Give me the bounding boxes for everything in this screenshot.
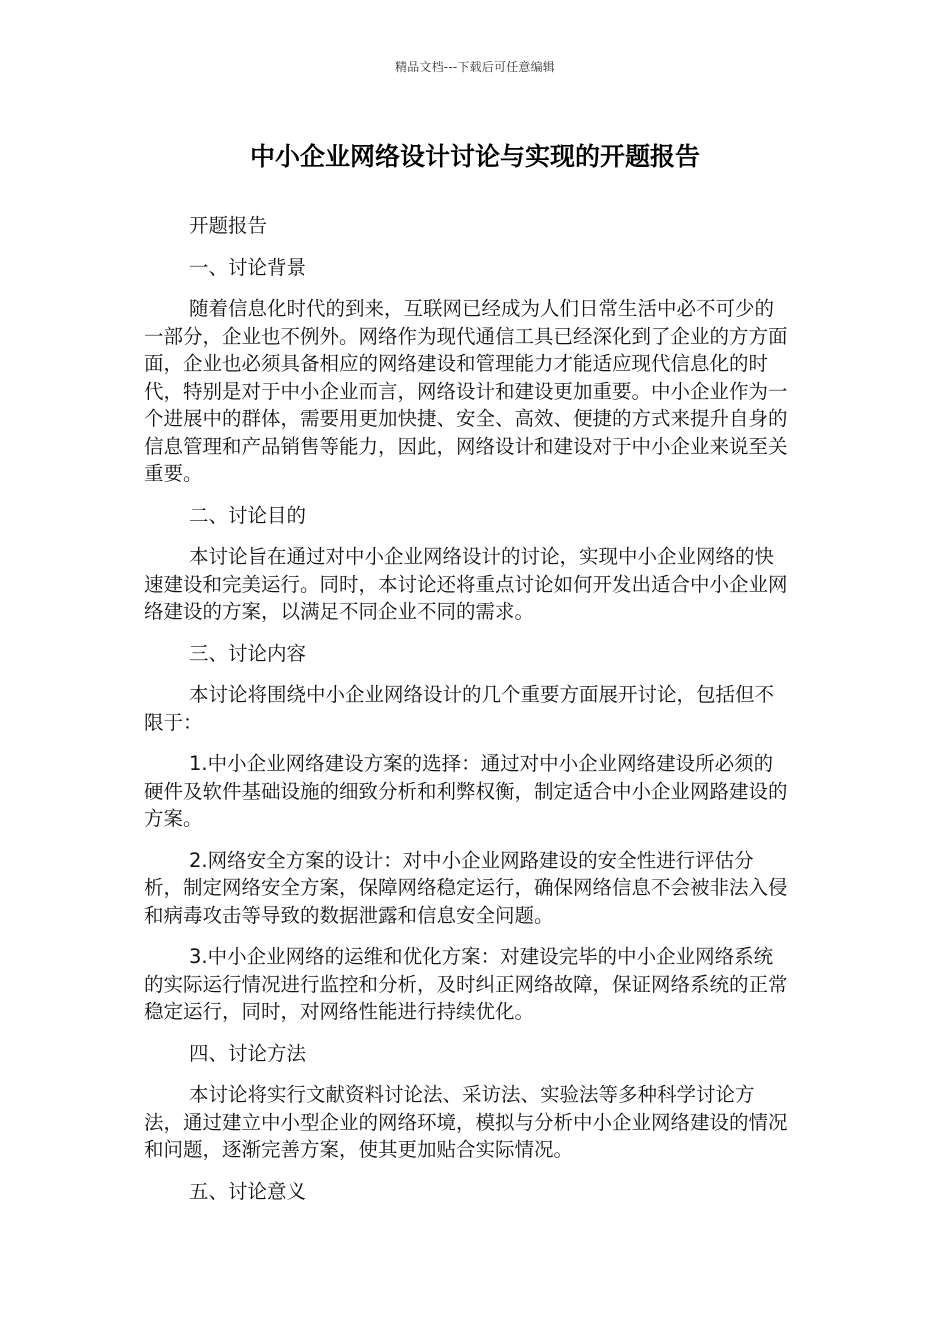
section-heading-significance: 五、讨论意义 (189, 1179, 307, 1203)
section-heading-background: 一、讨论背景 (189, 255, 307, 279)
paragraph-method: 本讨论将实行文献资料讨论法、采访法、实验法等多种科学讨论方法，通过建立中小型企业的网络环境，模拟与分析中小企业网络建设的情况和问题，逐渐完善方案，使其更加贴合实际情况。 (144, 1083, 788, 1161)
paragraph-content-item-2: 2.网络安全方案的设计：对中小企业网路建设的安全性进行评估分析，制定网络安全方案，保障网络稳定运行，确保网络信息不会被非法入侵和病毒攻击等导致的数据泄露和信息安全问题。 (144, 848, 788, 927)
paragraph-purpose: 本讨论旨在通过对中小企业网络设计的讨论，实现中小企业网络的快速建设和完美运行。同时，本讨论还将重点讨论如何开发出适合中小企业网络建设的方案，以满足不同企业不同的需求。 (144, 545, 788, 623)
paragraph-background: 随着信息化时代的到来，互联网已经成为人们日常生活中必不可少的一部分，企业也不例外。网络作为现代通信工具已经深化到了企业的方方面面，企业也必须具备相应的网络建设和管理能力才能适应现代信息化的时代，特别是对于中小企业而言，网络设计和建设更加重要。中小企业作为一个进展中的群体，需要用更加快捷、安全、高效、便捷的方式来提升自身的信息管理和产品销售等能力，因此，网络设计和建设对于中小企业来说至关重要。 (144, 297, 788, 485)
section-heading-content: 三、讨论内容 (189, 641, 307, 665)
document-body (144, 212, 792, 1205)
report-subtitle: 开题报告 (189, 214, 268, 237)
paragraph-content-item-1: 1.中小企业网络建设方案的选择：通过对中小企业网络建设所必须的硬件及软件基础设施的细致分析和利弊权衡，制定适合中小企业网路建设的方案。 (144, 752, 788, 830)
page-header: 精品文档---下载后可任意编辑 (395, 60, 555, 74)
paragraph-content-intro: 本讨论将围绕中小企业网络设计的几个重要方面展开讨论，包括但不限于： (144, 683, 775, 734)
section-heading-method: 四、讨论方法 (189, 1041, 307, 1065)
section-heading-purpose: 二、讨论目的 (189, 503, 307, 527)
document-title: 中小企业网络设计讨论与实现的开题报告 (249, 142, 700, 171)
paragraph-content-item-3: 3.中小企业网络的运维和优化方案：对建设完毕的中小企业网络系统的实际运行情况进行监控和分析，及时纠正网络故障，保证网络系统的正常稳定运行，同时，对网络性能进行持续优化。 (144, 945, 788, 1023)
